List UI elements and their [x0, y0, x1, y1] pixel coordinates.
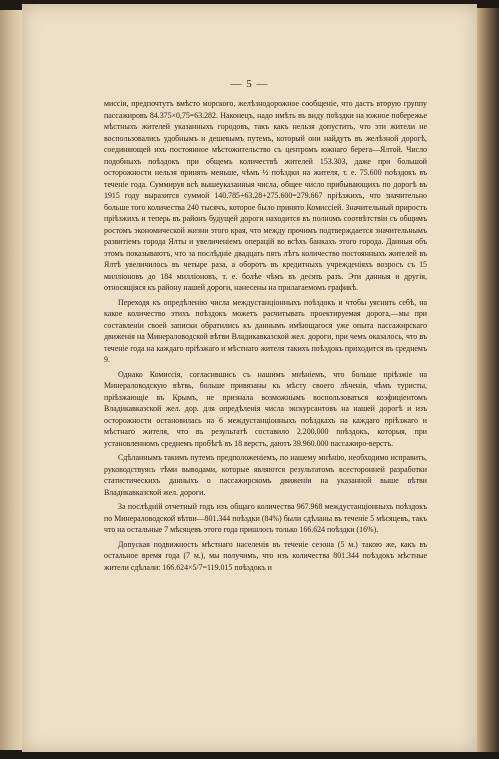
page-number: — 5 — [230, 78, 269, 90]
paragraph-5: За послѣдній отчетный годъ изъ общаго количества 967.968 междустанціонныхъ поѣздокъ по Минераловодской вѣтви—801.344 поѣздки (84%) были сдѣланы въ теченіе 5 мѣсяцевъ, такъ что на остальные 7 мѣсяцевъ этого года пришлось только 166.624 поѣздки (16%). [104, 502, 427, 534]
adjacent-page-edge [0, 10, 24, 750]
paragraph-2: Переходя къ опредѣленію числа междустанціонныхъ поѣздокъ и чтобы уяснить себѣ, на какое количество этихъ поѣздокъ можетъ расчитывать проектируемая дорога,—мы при составленіи своей записки обратились къ даннымъ имѣющагося уже опыта пассажирскаго движенія на Минераловодской вѣтви Владикавказской жел. дороги, при чемъ оказалось, что въ теченіе года на каждаго пріѣзжаго и мѣстнаго жителя такихъ поѣздокъ приходится въ среднемъ 9. [104, 297, 427, 364]
document-page [22, 4, 477, 752]
paragraph-1: миссіи, предпочтутъ вмѣсто морского, желѣзнодорожное сообщеніе, что дастъ вторую группу пассажировъ 84.375×0,75=63.282. Наконецъ, надо имѣть въ виду поѣздки на южное побережье мѣстныхъ жителей указанныхъ городовъ, такъ какъ нельзя допустить, что эти жители не воспользовались удобнымъ и дешевымъ путемъ, который они найдутъ въ желѣзной дорогѣ, соединяющей ихъ постоянное мѣстожительство съ центромъ южнаго берега—Ялтой. Число подобныхъ поѣздокъ при общемъ количествѣ жителей 153.303, даже при большой осторожности нельзя принять меньше, чѣмъ ½ поѣздки на жителя, т. е. 75.600 поѣздокъ въ теченіе года. Суммируя всѣ вышеуказанныя числа, общее число прибывающихъ по дорогѣ въ 1915 году выразится суммой 140.785+63.28+275.600=279.667 пріѣзжихъ, что значительно больше того количества 240 тысячъ, которое было принято Комиссіей. Значительный приростъ пріѣзжихъ и теперь въ районъ будущей дороги находится въ полномъ соотвѣтствіи съ общимъ ростомъ экономической жизни этого края, что между прочимъ подтверждается значительнымъ развитіемъ города Ялты и увеличеніемъ операцій во всѣхъ банкахъ этого города. Данныя объ этомъ показываютъ, что за послѣдніе двадцать пять лѣтъ количество постоянныхъ жителей въ Ялтѣ увеличилось въ четыре раза, а оборотъ въ кредитныхъ учрежденіяхъ возросъ съ 15 милліоновъ до 184 милліоновъ, т. е. болѣе чѣмъ въ десять разъ. Эти данныя и другія, относящіяся къ району нашей дороги, нанесены на прилагаемомъ графикѣ. [104, 99, 427, 292]
paragraph-3: Однако Комиссія, согласившись съ нашимъ мнѣніемъ, что больше пріѣзжіе на Минераловодскую вѣтвь, больше привязаны къ мѣсту своего лѣченія, чѣмъ туристы, пріѣзжающіе въ Крымъ, не признала возможнымъ воспользоваться коэфиціентомъ Владикавказской жел. дор. для опредѣленія числа экскурсантовъ на нашей дорогѣ и изъ осторожности остановилась на 6 междустанціонныхъ поѣздкахъ на каждаго пріѣзжаго и мѣстнаго жителя, что въ результатѣ составило 2.200.000 поѣздокъ, которыя, при установленномъ среднемъ пробѣгѣ въ 18 верстъ, даютъ 39.960.000 пассажиро-верстъ. [104, 369, 427, 448]
book-spine-edge [477, 8, 499, 752]
paragraph-6: Допуская подвижность мѣстнаго населенія въ теченіе сезона (5 м.) такою же, какъ въ остальное время года (7 м.), мы получимъ, что изъ количества 801.344 поѣздокъ мѣстные жители сдѣлали: 166.624×5/7=119.015 поѣздокъ и [104, 539, 427, 572]
paragraph-4: Сдѣланнымъ такимъ путемъ предположеніемъ, по нашему мнѣнію, необходимо исправить, руководствуясь тѣми выводами, которые являются результатомъ всесторонней разработки статистическихъ данныхъ о пассажирскомъ движеніи на указанной выше вѣтви Владикавказской жел. дороги. [104, 453, 427, 497]
body-text [104, 98, 427, 576]
